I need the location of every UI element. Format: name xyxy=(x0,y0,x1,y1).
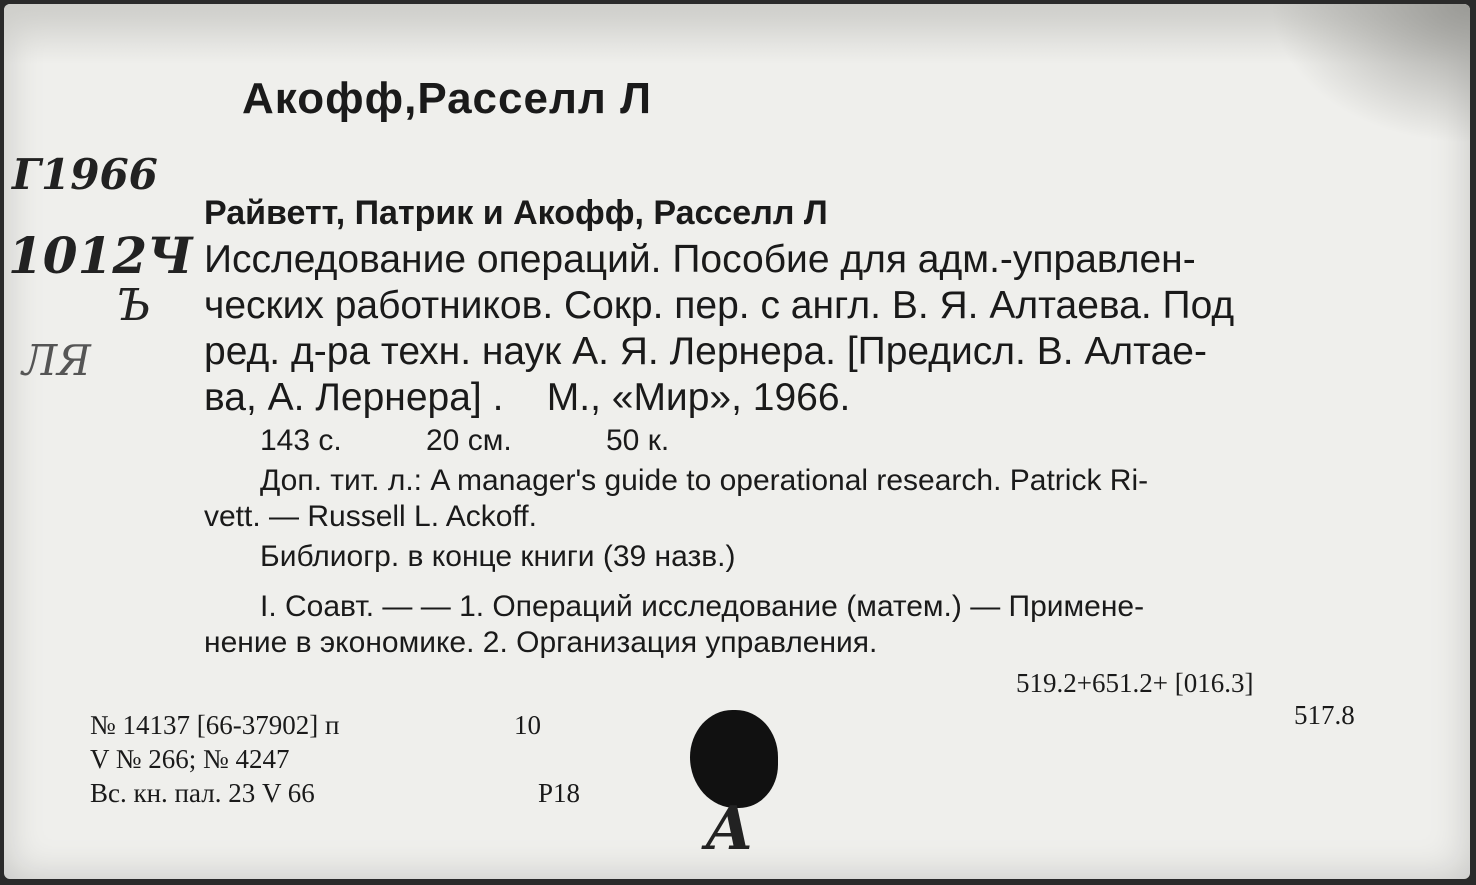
title-line-2: ческих работников. Сокр. пер. с англ. В. Я. Алтаева. Под xyxy=(204,284,1235,327)
registry-right-2: Р18 xyxy=(538,778,581,808)
collation-size: 20 см. xyxy=(426,424,512,457)
registry-line-3: Вс. кн. пал. 23 V 66 xyxy=(90,778,315,808)
bibliography-note: Библиогр. в конце книги (39 назв.) xyxy=(260,540,736,573)
collation-pages: 143 с. xyxy=(260,424,342,457)
title-line-1: Исследование операций. Пособие для адм.-управлен- xyxy=(204,238,1196,281)
registry-line-1: № 14137 [66-37902] п xyxy=(90,710,340,740)
card-corner-shadow xyxy=(1270,4,1470,144)
call-number-top: Г1966 xyxy=(12,150,158,199)
subjects-line-2: нение в экономике. 2. Организация управления. xyxy=(204,626,878,659)
extra-title-line-1: Доп. тит. л.: A manager's guide to operational research. Patrick Ri- xyxy=(260,464,1149,497)
classification-line-2: 517.8 xyxy=(1294,700,1355,730)
registry-line-2: V № 266; № 4247 xyxy=(90,744,290,774)
call-number-side: Ъ xyxy=(116,280,151,331)
subjects-line-1: I. Соавт. — — 1. Операций исследование (матем.) — Примене- xyxy=(260,590,1145,623)
catalog-card xyxy=(4,4,1470,879)
title-line-4: ва, А. Лернера] . М., «Мир», 1966. xyxy=(204,376,851,419)
card-header: Акофф,Расселл Л xyxy=(242,74,652,123)
handwritten-mark: A xyxy=(706,794,753,864)
author-line: Райветт, Патрик и Акофф, Расселл Л xyxy=(204,194,828,232)
title-line-3: ред. д-ра техн. наук А. Я. Лернера. [Предисл. В. Алтае- xyxy=(204,330,1207,373)
classification-line-1: 519.2+651.2+ [016.3] xyxy=(1016,668,1254,698)
card-top-shadow xyxy=(4,4,1470,64)
extra-title-line-2: vett. — Russell L. Ackoff. xyxy=(204,500,537,533)
registry-right-1: 10 xyxy=(514,710,541,740)
call-number-bottom: 1012Ч xyxy=(8,226,193,285)
call-number-side-2: ЛЯ xyxy=(22,336,91,385)
collation-price: 50 к. xyxy=(606,424,670,457)
